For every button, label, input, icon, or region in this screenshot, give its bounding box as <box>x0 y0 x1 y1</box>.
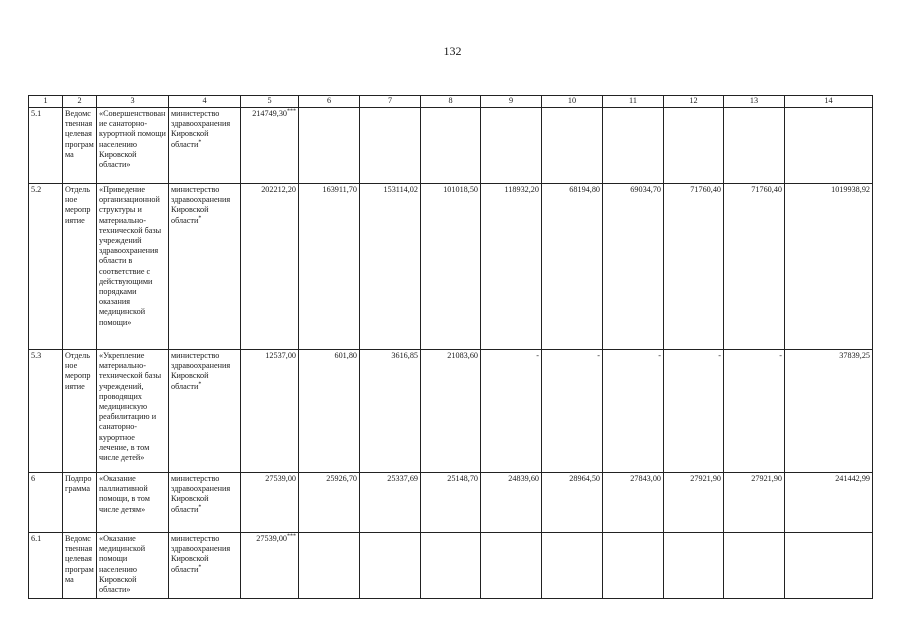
row-name: «Укрепление материально-технической базы учреждений, проводящих медицинскую реабилитацию и санаторно-курортное лечение, в том числе детей» <box>97 350 169 473</box>
col-header: 6 <box>299 96 360 108</box>
col-header: 3 <box>97 96 169 108</box>
row-value-col14: 1019938,92 <box>785 184 873 350</box>
row-value-col10 <box>542 533 603 599</box>
row-executor: министерство здравоохранения Кировской области* <box>169 350 241 473</box>
row-value-col6: 163911,70 <box>299 184 360 350</box>
row-id: 5.1 <box>29 108 63 184</box>
row-value-col7 <box>360 533 421 599</box>
col-header: 1 <box>29 96 63 108</box>
row-value-col5: 27539,00 <box>241 473 299 533</box>
table-row <box>29 184 873 350</box>
row-value-col11 <box>603 108 664 184</box>
row-executor: министерство здравоохранения Кировской области* <box>169 108 241 184</box>
table-row <box>29 350 873 473</box>
row-value-col8 <box>421 533 481 599</box>
row-id: 5.3 <box>29 350 63 473</box>
row-value-col10: - <box>542 350 603 473</box>
col-header: 9 <box>481 96 542 108</box>
row-value-col12 <box>664 533 724 599</box>
row-type: Отдельное мероприятие <box>63 184 97 350</box>
page-number: 132 <box>443 44 462 58</box>
row-value-col10 <box>542 108 603 184</box>
row-value-col7: 25337,69 <box>360 473 421 533</box>
table-row <box>29 473 873 533</box>
row-executor: министерство здравоохранения Кировской области* <box>169 184 241 350</box>
row-type: Ведомственная целевая программа <box>63 533 97 599</box>
row-value-col9 <box>481 108 542 184</box>
row-value-col11 <box>603 533 664 599</box>
col-header: 2 <box>63 96 97 108</box>
row-value-col11: - <box>603 350 664 473</box>
row-value-col9: - <box>481 350 542 473</box>
col-header: 13 <box>724 96 785 108</box>
col-header: 8 <box>421 96 481 108</box>
row-value-col12 <box>664 108 724 184</box>
row-value-col9: 24839,60 <box>481 473 542 533</box>
row-value-col5: 12537,00 <box>241 350 299 473</box>
row-value-col7: 153114,02 <box>360 184 421 350</box>
row-value-col9 <box>481 533 542 599</box>
row-value-col7 <box>360 108 421 184</box>
row-value-col6: 601,80 <box>299 350 360 473</box>
row-value-col8 <box>421 108 481 184</box>
col-header: 4 <box>169 96 241 108</box>
table-header-row <box>29 96 873 108</box>
col-header: 7 <box>360 96 421 108</box>
row-type: Подпрограмма <box>63 473 97 533</box>
row-value-col14 <box>785 108 873 184</box>
row-name: «Приведение организационной структуры и материально-технической базы учреждений здравоохранения области в соответствие с действующими порядками оказания медицинской помощи» <box>97 184 169 350</box>
row-executor: министерство здравоохранения Кировской области* <box>169 473 241 533</box>
row-value-col13: 27921,90 <box>724 473 785 533</box>
row-value-col6: 25926,70 <box>299 473 360 533</box>
row-value-col12: - <box>664 350 724 473</box>
row-id: 5.2 <box>29 184 63 350</box>
col-header: 14 <box>785 96 873 108</box>
row-value-col13 <box>724 533 785 599</box>
row-value-col5: 202212,20 <box>241 184 299 350</box>
row-value-col8: 25148,70 <box>421 473 481 533</box>
row-value-col5: 27539,00*** <box>241 533 299 599</box>
row-type: Ведомственная целевая программа <box>63 108 97 184</box>
row-value-col13: - <box>724 350 785 473</box>
row-value-col9: 118932,20 <box>481 184 542 350</box>
row-value-col13 <box>724 108 785 184</box>
col-header: 5 <box>241 96 299 108</box>
row-id: 6 <box>29 473 63 533</box>
table-row <box>29 108 873 184</box>
row-id: 6.1 <box>29 533 63 599</box>
row-value-col14 <box>785 533 873 599</box>
row-value-col10: 68194,80 <box>542 184 603 350</box>
row-executor: министерство здравоохранения Кировской области* <box>169 533 241 599</box>
row-value-col6 <box>299 533 360 599</box>
row-value-col12: 27921,90 <box>664 473 724 533</box>
row-name: «Оказание медицинской помощи населению Кировской области» <box>97 533 169 599</box>
row-type: Отдельное мероприятие <box>63 350 97 473</box>
row-value-col7: 3616,85 <box>360 350 421 473</box>
row-name: «Оказание паллиативной помощи, в том числе детям» <box>97 473 169 533</box>
row-value-col8: 101018,50 <box>421 184 481 350</box>
row-value-col6 <box>299 108 360 184</box>
table-row <box>29 533 873 599</box>
row-value-col5: 214749,30*** <box>241 108 299 184</box>
row-value-col8: 21083,60 <box>421 350 481 473</box>
row-value-col14: 37839,25 <box>785 350 873 473</box>
budget-table <box>28 95 873 599</box>
row-value-col11: 27843,00 <box>603 473 664 533</box>
row-value-col10: 28964,50 <box>542 473 603 533</box>
row-value-col14: 241442,99 <box>785 473 873 533</box>
col-header: 11 <box>603 96 664 108</box>
col-header: 10 <box>542 96 603 108</box>
col-header: 12 <box>664 96 724 108</box>
row-value-col12: 71760,40 <box>664 184 724 350</box>
row-value-col13: 71760,40 <box>724 184 785 350</box>
row-name: «Совершенствование санаторно-курортной помощи населению Кировской области» <box>97 108 169 184</box>
row-value-col11: 69034,70 <box>603 184 664 350</box>
